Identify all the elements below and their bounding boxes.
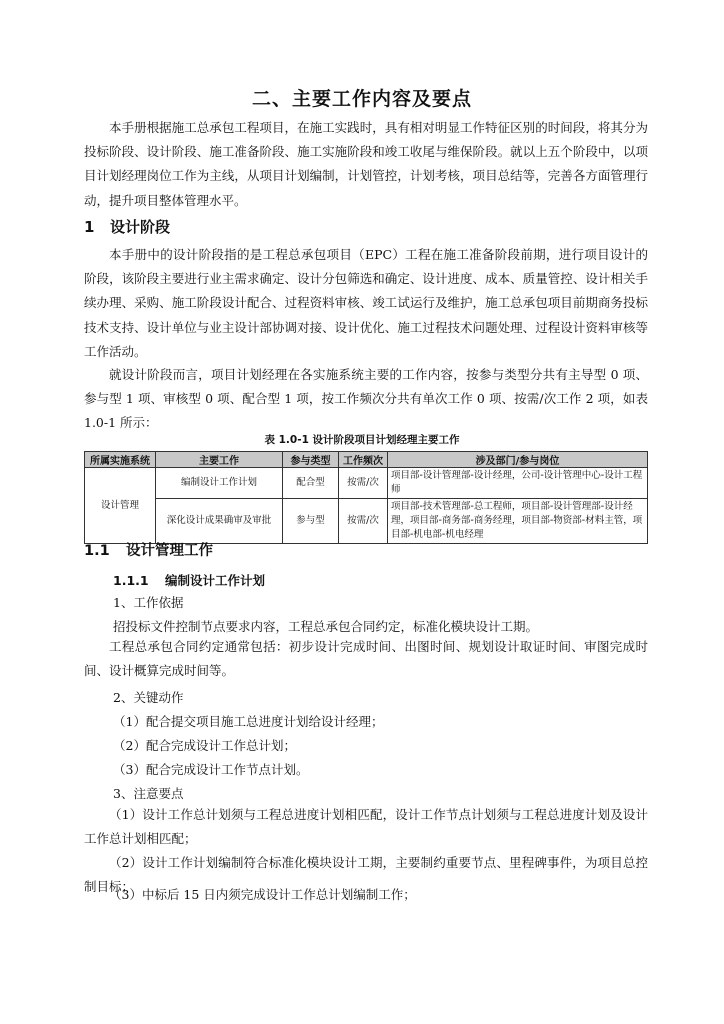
- note-item: （3）中标后 15 日内须完成设计工作总计划编制工作；: [109, 887, 416, 902]
- table-cell-type: 配合型: [283, 468, 339, 499]
- table-header: 参与类型: [283, 452, 339, 468]
- table-row: [85, 468, 648, 499]
- actions-heading: 2、关键动作: [113, 690, 184, 705]
- note-item: （2）设计工作计划编制符合标准化模块设计工期，主要制约重要节点、里程碑事件，为项目总控制目标；: [84, 855, 648, 895]
- section-1-heading: [84, 216, 170, 237]
- table-header-row: [85, 452, 648, 468]
- section-1-paragraph-1: 本手册中的设计阶段指的是工程总承包项目（EPC）工程在施工准备阶段前期，进行项目设计的阶段，该阶段主要进行业主需求确定、设计分包筛选和确定、设计进度、成本、质量管控、设计相关手续办理、采购、施工阶段设计配合、过程资料审核、竣工试运行及维护，施工总承包项目前期商务投标技术支持、设计单位与业主设计部协调对接、设计优化、施工过程技术问题处理、过程设计资料审核等工作活动。: [84, 247, 648, 359]
- table-row: [85, 499, 648, 544]
- table-header: 工作频次: [339, 452, 388, 468]
- basis-heading: 1、工作依据: [113, 595, 184, 610]
- table-caption: 表 1.0-1 设计阶段项目计划经理主要工作: [264, 434, 460, 446]
- section-1-number: 1: [84, 218, 95, 236]
- section-1-title: 设计阶段: [110, 218, 171, 236]
- table-cell-freq: 按需/次: [339, 468, 388, 499]
- table-cell-dept: 项目部-设计管理部-设计经理，公司-设计管理中心-设计工程师: [388, 468, 648, 499]
- table-cell-work: 深化设计成果确审及审批: [156, 499, 283, 544]
- section-1-1-1-title: 编制设计工作计划: [165, 573, 266, 588]
- section-1-1-1-heading: [113, 571, 265, 589]
- section-1-1-heading: [84, 539, 213, 560]
- table-header: 涉及部门/参与岗位: [388, 452, 648, 468]
- action-item: （2）配合完成设计工作总计划；: [113, 738, 296, 753]
- basis-paragraph-1: 招投标文件控制节点要求内容，工程总承包合同约定，标准化模块设计工期。: [113, 619, 539, 634]
- table-cell-freq: 按需/次: [339, 499, 388, 544]
- table-cell-system: 设计管理: [85, 468, 156, 544]
- table-header: 所属实施系统: [85, 452, 156, 468]
- section-1-1-title: 设计管理工作: [126, 543, 213, 559]
- section-1-1-1-number: 1.1.1: [113, 573, 149, 588]
- note-item: （1）设计工作总计划须与工程总进度计划相匹配，设计工作节点计划须与工程总进度计划及设计工作总计划相匹配；: [84, 807, 648, 847]
- table-cell-dept: 项目部-技术管理部-总工程师，项目部-设计管理部-设计经理，项目部-商务部-商务经理，项目部-物资部-材料主管，项目部-机电部-机电经理: [388, 499, 648, 544]
- intro-paragraph: 本手册根据施工总承包工程项目，在施工实践时，具有相对明显工作特征区别的时间段，将其分为投标阶段、设计阶段、施工准备阶段、施工实施阶段和竣工收尾与维保阶段。就以上五个阶段中，以项目计划经理岗位工作为主线，从项目计划编制，计划管控，计划考核，项目总结等，完善各方面管理行动，提升项目整体管理水平。: [84, 120, 648, 208]
- action-item: （3）配合完成设计工作节点计划。: [113, 762, 309, 777]
- action-item: （1）配合提交项目施工总进度计划给设计经理；: [113, 714, 384, 729]
- table-header: 主要工作: [156, 452, 283, 468]
- page-title: 二、主要工作内容及要点: [251, 88, 472, 110]
- table-cell-type: 参与型: [283, 499, 339, 544]
- notes-heading: 3、注意要点: [113, 786, 184, 801]
- table-cell-work: 编制设计工作计划: [156, 468, 283, 499]
- section-1-paragraph-2: 就设计阶段而言，项目计划经理在各实施系统主要的工作内容，按参与类型分共有主导型 0 项、参与型 1 项、审核型 0 项、配合型 1 项，按工作频次分共有单次工作 0 项、按需/次工作 2 项，如表 1.0-1 所示：: [84, 367, 648, 431]
- section-1-1-number: 1.1: [84, 543, 110, 559]
- work-table: [84, 451, 648, 544]
- basis-paragraph-2: 工程总承包合同约定通常包括：初步设计完成时间、出图时间、规划设计取证时间、审图完成时间、设计概算完成时间等。: [84, 639, 648, 679]
